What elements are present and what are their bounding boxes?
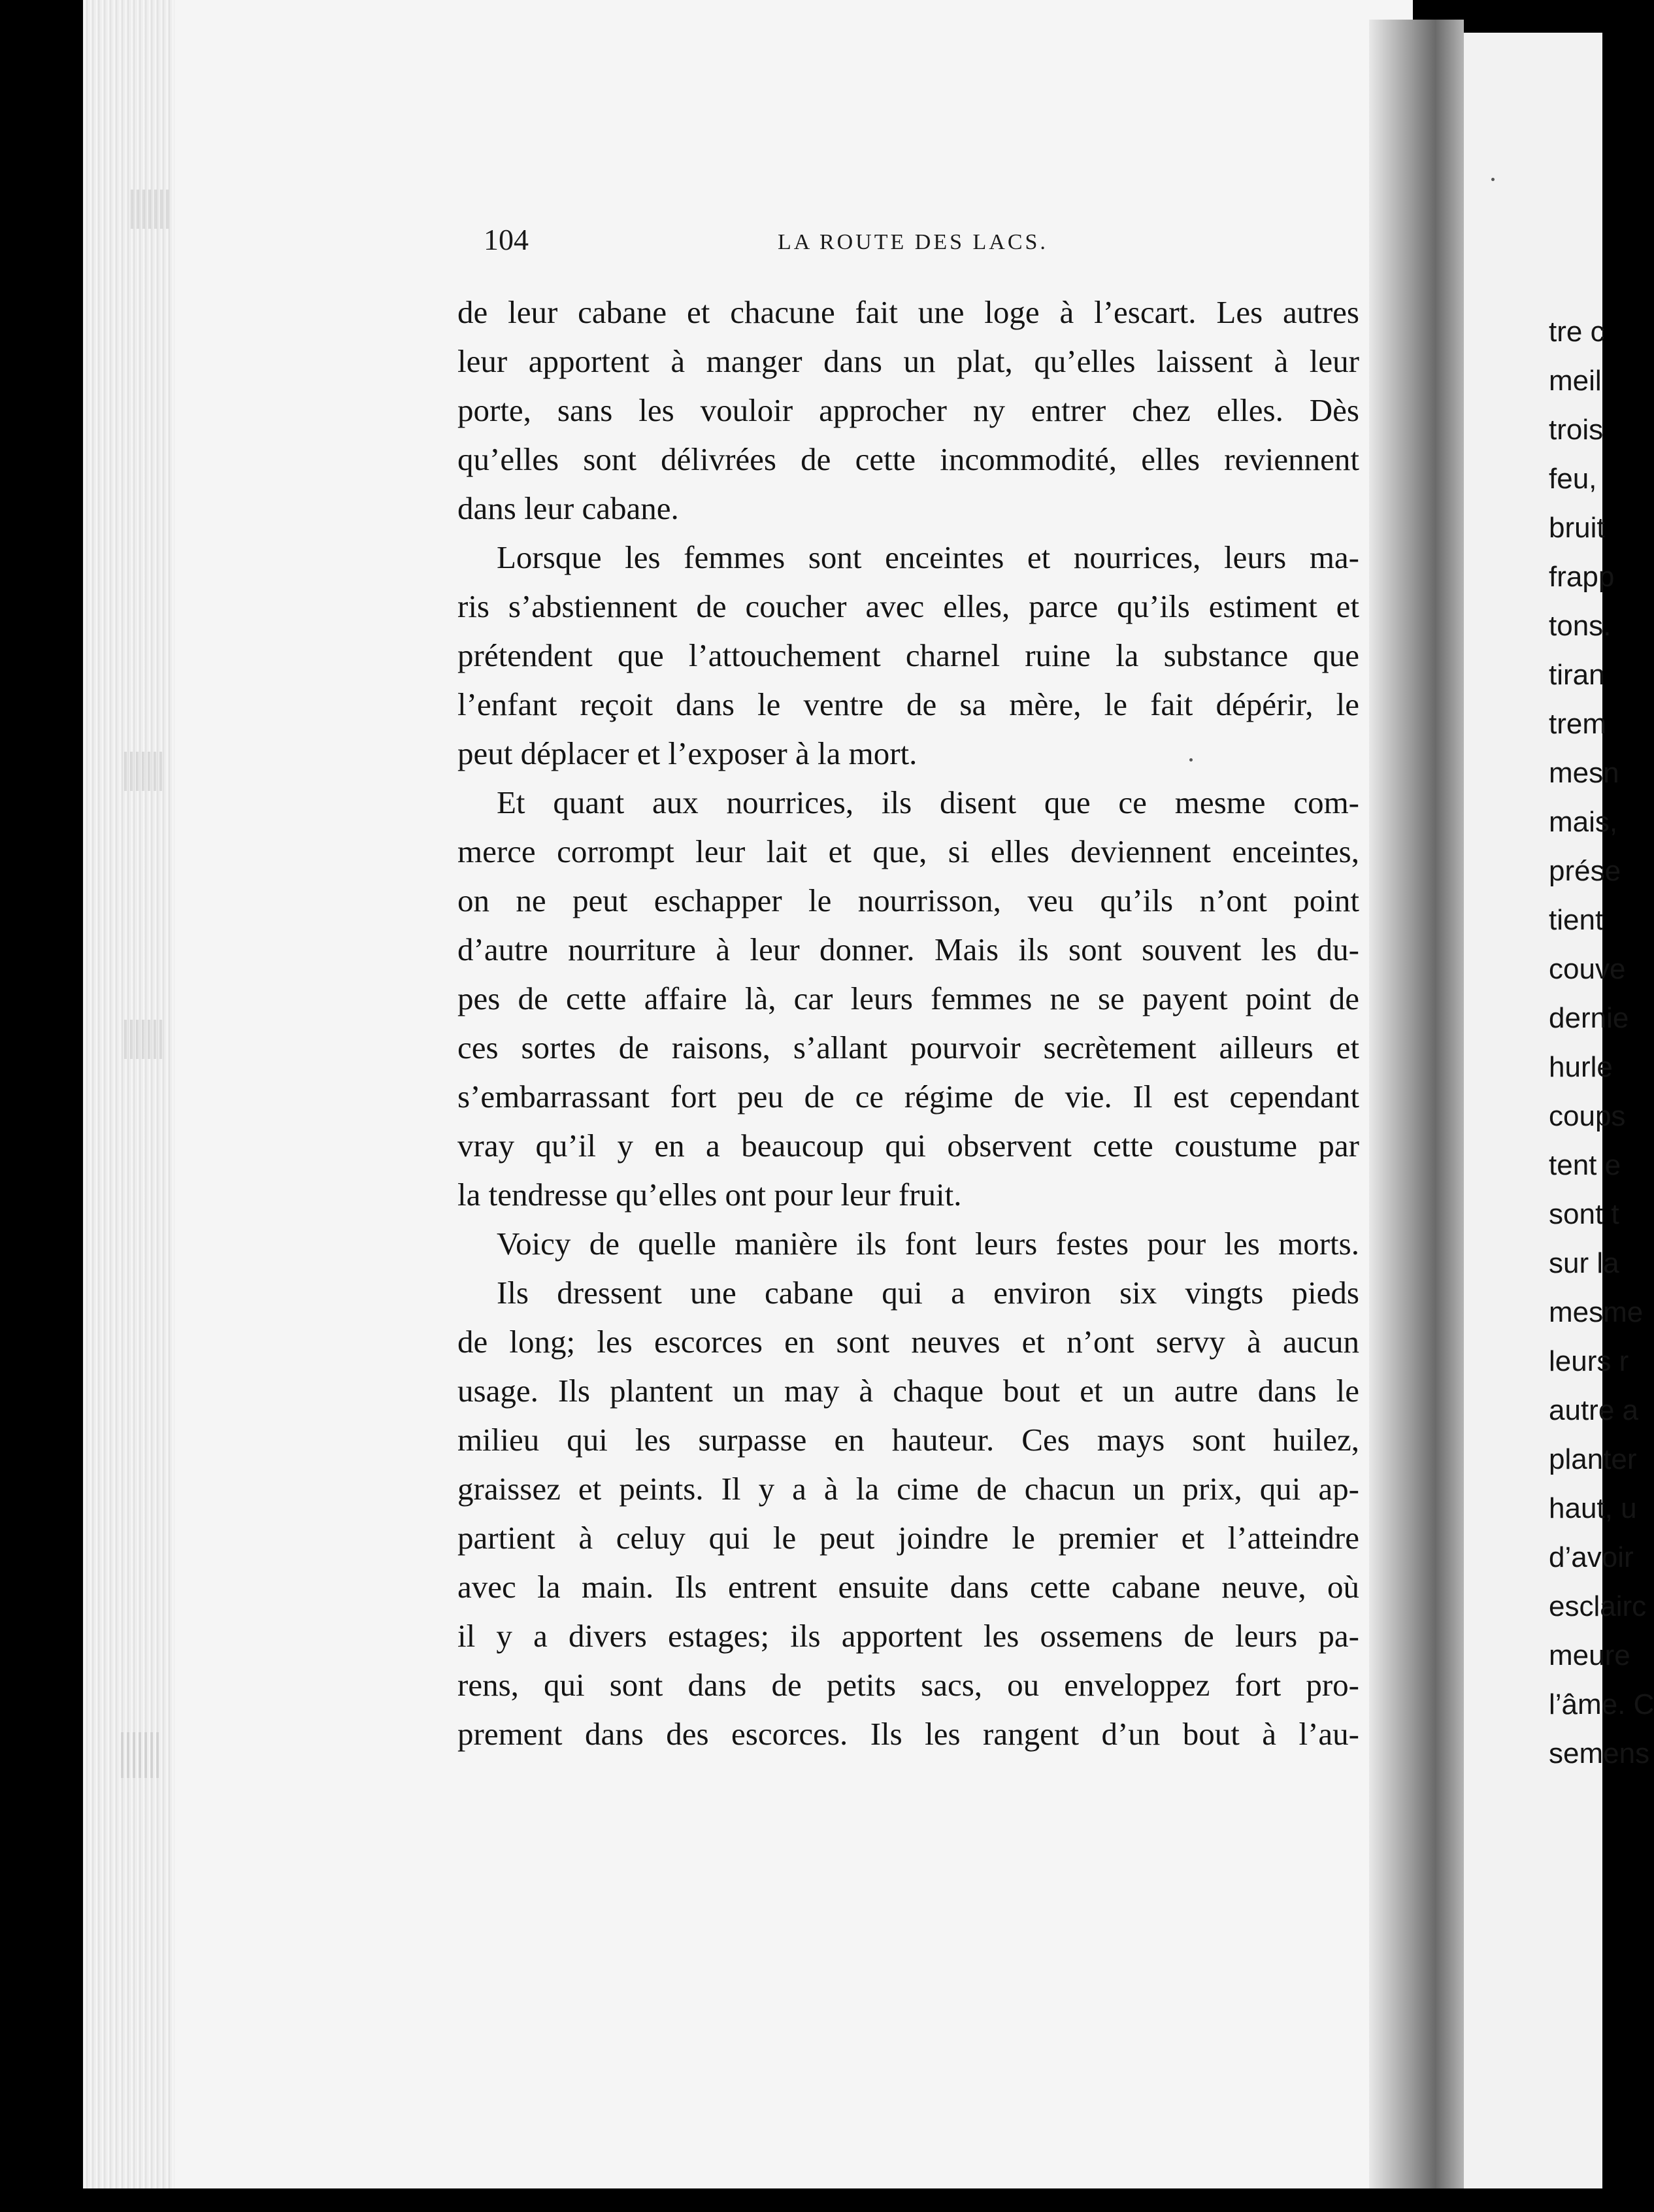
right-text-line: esclairc (1549, 1590, 1647, 1622)
text-line: Ils dressent une cabane qui a environ six vingts pieds (497, 1275, 1359, 1311)
right-text-line: meil (1549, 365, 1602, 397)
text-line: l’enfant reçoit dans le ventre de sa mère, le fait dépérir, le (457, 686, 1359, 722)
text-line: de leur cabane et chacune fait une loge à l’escart. Les autres (457, 294, 1359, 330)
running-title: LA ROUTE DES LACS. (778, 230, 1048, 254)
text-line: peut déplacer et l’exposer à la mort. (457, 735, 918, 771)
page-number: 104 (484, 223, 529, 256)
edge-mark (124, 752, 163, 791)
page-edges (83, 0, 174, 2188)
page-speck (1189, 758, 1193, 762)
right-text-line: d’avoir (1549, 1541, 1634, 1573)
edge-mark (121, 1732, 160, 1778)
edge-mark (131, 190, 170, 229)
right-text-line: autre a (1549, 1394, 1638, 1426)
right-text-line: l’âme. C (1549, 1688, 1654, 1720)
text-line: usage. Ils plantent un may à chaque bout et un autre dans le (457, 1373, 1359, 1409)
right-text-line: meure (1549, 1639, 1630, 1671)
right-text-line: trois (1549, 414, 1604, 446)
text-line: qu’elles sont délivrées de cette incommodité, elles reviennent (457, 441, 1359, 477)
right-text-line: haut, u (1549, 1492, 1637, 1524)
text-line: d’autre nourriture à leur donner. Mais ils sont souvent les du- (457, 931, 1359, 967)
right-text-line: frapp (1549, 561, 1615, 593)
text-line: leur apportent à manger dans un plat, qu’elles laissent à leur (457, 343, 1359, 379)
right-text-line: tiran (1549, 659, 1605, 691)
right-text-line: feu, (1549, 463, 1597, 495)
right-text-line: mesn (1549, 757, 1619, 789)
right-text-line: dernie (1549, 1002, 1629, 1034)
running-head (484, 222, 1333, 261)
text-line: prétendent que l’attouchement charnel ruine la substance que (457, 637, 1359, 673)
edge-mark (124, 1020, 163, 1059)
right-text-line: mesme (1549, 1296, 1644, 1328)
right-text-line: tre c (1549, 316, 1605, 348)
right-text-line: bruit (1549, 512, 1605, 544)
text-line: rens, qui sont dans de petits sacs, ou enveloppez fort pro- (457, 1667, 1359, 1703)
right-page-body (1549, 307, 1654, 1778)
text-line: vray qu’il y en a beaucoup qui observent cette coustume par (457, 1128, 1359, 1164)
text-line: pes de cette affaire là, car leurs femmes ne se payent point de (457, 980, 1359, 1016)
right-text-line: coups (1549, 1100, 1626, 1132)
right-text-line: mais, (1549, 806, 1618, 838)
right-text-line: planter (1549, 1443, 1637, 1475)
right-text-line: prése (1549, 855, 1621, 887)
text-line: milieu qui les surpasse en hauteur. Ces mays sont huilez, (457, 1422, 1359, 1458)
right-text-line: tient (1549, 904, 1604, 936)
text-line: s’embarrassant fort peu de ce régime de vie. Il est cependant (457, 1079, 1359, 1114)
right-text-line: sont t (1549, 1198, 1619, 1230)
right-text-line: tons. (1549, 610, 1612, 642)
text-line: dans leur cabane. (457, 490, 679, 526)
text-line: il y a divers estages; ils apportent les ossemens de leurs pa- (457, 1618, 1359, 1654)
text-line: de long; les escorces en sont neuves et n’ont servy à aucun (457, 1324, 1359, 1360)
page-speck (1491, 178, 1495, 181)
text-line: porte, sans les vouloir approcher ny entrer chez elles. Dès (457, 392, 1359, 428)
text-line: merce corrompt leur lait et que, si elles deviennent enceintes, (457, 833, 1359, 869)
text-line: Et quant aux nourrices, ils disent que ce mesme com- (497, 784, 1359, 820)
text-line: la tendresse qu’elles ont pour leur fruit. (457, 1177, 962, 1213)
right-text-line: leurs r (1549, 1345, 1629, 1377)
right-text-line: tent e (1549, 1149, 1621, 1181)
text-line: ris s’abstiennent de coucher avec elles, parce qu’ils estiment et (457, 588, 1359, 624)
text-line: partient à celuy qui le peut joindre le premier et l’atteindre (457, 1520, 1359, 1556)
right-text-line: hurle (1549, 1051, 1613, 1083)
text-line: Lorsque les femmes sont enceintes et nourrices, leurs ma- (497, 539, 1359, 575)
text-line: avec la main. Ils entrent ensuite dans cette cabane neuve, où (457, 1569, 1359, 1605)
right-text-line: semens (1549, 1737, 1650, 1769)
text-line: graissez et peints. Il y a à la cime de chacun un prix, qui ap- (457, 1471, 1359, 1507)
left-page-body (457, 288, 1359, 1758)
text-line: ces sortes de raisons, s’allant pourvoir secrètement ailleurs et (457, 1030, 1359, 1065)
right-text-line: couve (1549, 953, 1626, 985)
text-line: on ne peut eschapper le nourrisson, veu qu’ils n’ont point (457, 882, 1359, 918)
book-gutter-shadow (1369, 20, 1464, 2188)
text-line: prement dans des escorces. Ils les rangent d’un bout à l’au- (457, 1716, 1359, 1752)
right-text-line: trem (1549, 708, 1606, 740)
text-line: Voicy de quelle manière ils font leurs festes pour les morts. (497, 1226, 1359, 1262)
right-text-line: sur la (1549, 1247, 1619, 1279)
